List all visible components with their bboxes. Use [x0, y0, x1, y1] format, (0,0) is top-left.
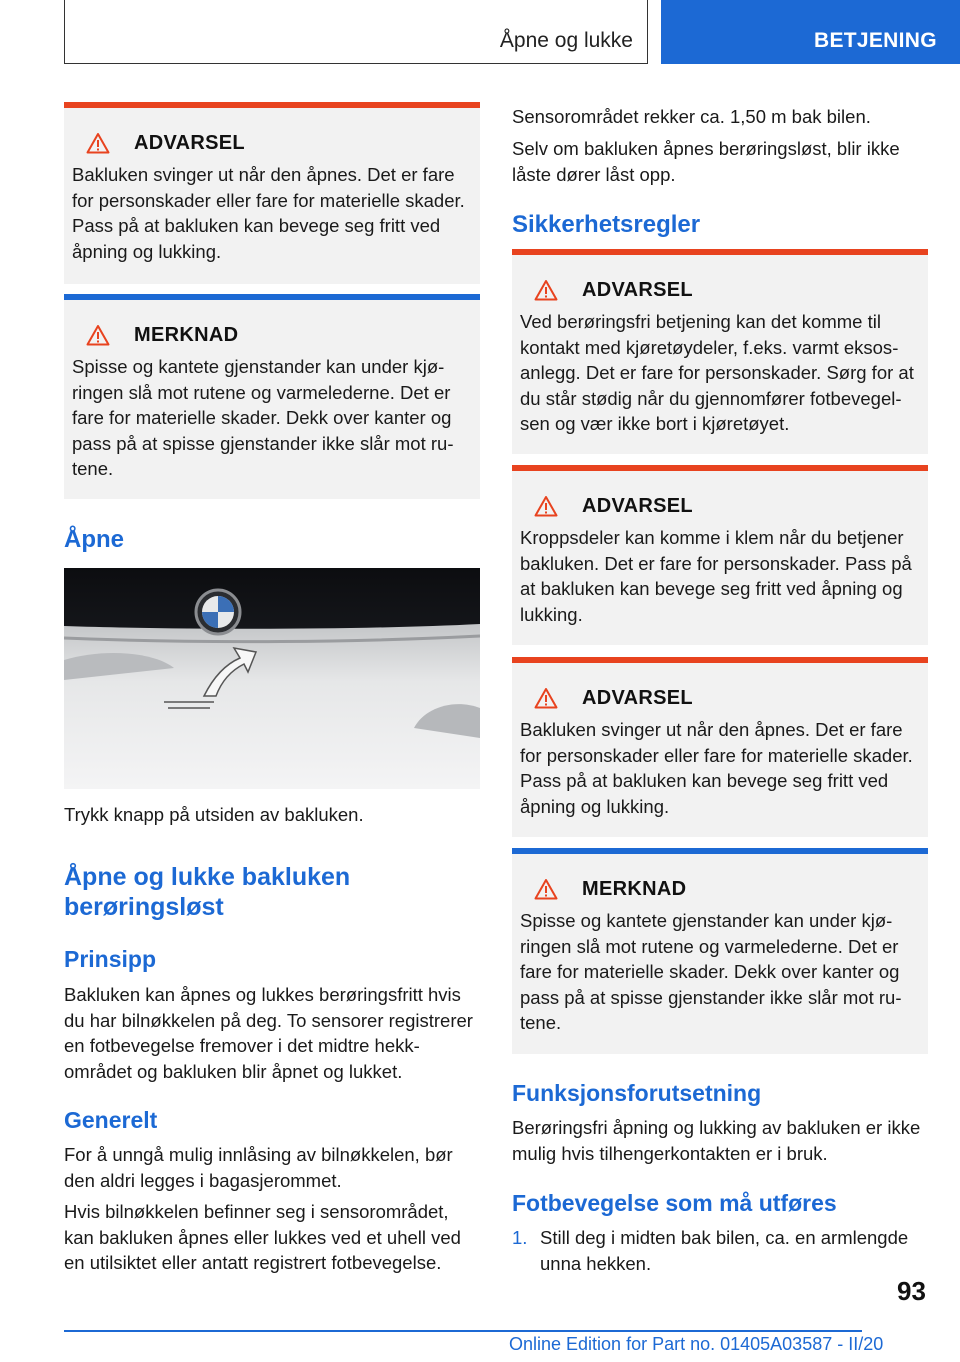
- warning-box: [512, 657, 928, 837]
- warning-triangle-icon: [534, 878, 558, 900]
- footer-edition: Online Edition for Part no. 01405A03587 - II/20: [509, 1334, 884, 1354]
- page-number: 93: [897, 1276, 926, 1306]
- heading-function: Funksjonsforutsetning: [512, 1080, 762, 1106]
- note-title: MERKNAD: [582, 877, 687, 900]
- warning-triangle-icon: [86, 324, 110, 346]
- warning-box: [64, 102, 480, 284]
- warning-triangle-icon: [534, 279, 558, 301]
- warning-triangle-icon: [534, 495, 558, 517]
- function-text: Berøringsfri åpning og lukking av bakluken er ikke mulig hvis tilhengerkontakten er i bruk.: [512, 1117, 921, 1164]
- photo-caption: Trykk knapp på utsiden av bakluken.: [64, 804, 364, 825]
- heading-open: Åpne: [64, 526, 124, 553]
- note-box: [64, 294, 480, 499]
- warning-text: Kroppsdeler kan komme i klem når du betjener bakluken. Det er fare for personskader. Pass på at bakluken kan bevege seg fritt ved åpning og lukking.: [520, 527, 912, 625]
- list-item-number: 1.: [512, 1227, 528, 1248]
- note-box: [512, 848, 928, 1054]
- warning-text: Ved berøringsfri betjening kan det komme til kontakt med kjøretøydeler, f.eks. varmt eksosanlegg. Det er fare for personskader. Sørg for at du står stødig når du gjennomfører fotbevegelsen og vær ikke bort i kjøretøyet.: [520, 311, 914, 434]
- list-item: [512, 1225, 928, 1276]
- warning-triangle-icon: [534, 687, 558, 709]
- warning-box: [512, 249, 928, 454]
- trunk-button-photo: [64, 568, 480, 789]
- warning-box: [512, 465, 928, 645]
- general-text-1: For å unngå mulig innlåsing av bilnøkkelen, bør den aldri legges i bagasjerommet.: [64, 1144, 453, 1191]
- note-text: Spisse og kantete gjenstander kan under kjøringen slå mot rutene og varmelederne. Det er fare for materielle skader. Dekk over kanter og pass på at spisse gjenstander ikke slår mot rutene.: [72, 356, 454, 479]
- general-text-2: Hvis bilnøkkelen befinner seg i sensorområdet, kan bakluken åpnes eller lukkes ved et uhell ved en utilsiktet eller antatt registrert fotbevegelse.: [64, 1201, 461, 1273]
- footer-divider: [64, 1330, 862, 1332]
- warning-title: ADVARSEL: [582, 494, 693, 517]
- heading-touchless: Åpne og lukke bakluken berøringsløst: [64, 863, 351, 921]
- heading-safety: Sikkerhetsregler: [512, 211, 701, 238]
- unlock-text: Selv om bakluken åpnes berøringsløst, blir ikke låste dører låst opp.: [512, 138, 900, 185]
- warning-title: ADVARSEL: [582, 278, 693, 301]
- heading-general: Generelt: [64, 1107, 158, 1133]
- principle-text: Bakluken kan åpnes og lukkes berøringsfritt hvis du har bilnøkkelen på deg. To sensorer registrerer en fotbevegelse fremover i det midtre hekkområdet og bakluken blir åpnet og lukket.: [64, 984, 473, 1082]
- warning-text: Bakluken svinger ut når den åpnes. Det er fare for personskader eller fare for materielle skader. Pass på at bakluken kan bevege seg fritt ved åpning og lukking.: [72, 164, 465, 262]
- warning-triangle-icon: [86, 132, 110, 154]
- warning-title: ADVARSEL: [582, 686, 693, 709]
- sensor-range-text: Sensorområdet rekker ca. 1,50 m bak bilen.: [512, 106, 871, 127]
- list-item-text: Still deg i midten bak bilen, ca. en armlengde unna hekken.: [540, 1227, 909, 1274]
- warning-title: ADVARSEL: [134, 131, 245, 154]
- header-chapter-title: BETJENING: [814, 29, 937, 52]
- heading-principle: Prinsipp: [64, 946, 157, 972]
- note-title: MERKNAD: [134, 323, 239, 346]
- note-text: Spisse og kantete gjenstander kan under kjøringen slå mot rutene og varmelederne. Det er fare for materielle skader. Dekk over kanter og pass på at spisse gjenstander ikke slår mot rutene.: [520, 910, 902, 1033]
- header-section-title: Åpne og lukke: [499, 29, 633, 52]
- warning-text: Bakluken svinger ut når den åpnes. Det er fare for personskader eller fare for materielle skader. Pass på at bakluken kan bevege seg fritt ved åpning og lukking.: [520, 719, 913, 817]
- header-chapter-tab: [661, 0, 960, 64]
- heading-movement: Fotbevegelse som må utføres: [512, 1190, 837, 1216]
- header-section-tab: [64, 0, 648, 64]
